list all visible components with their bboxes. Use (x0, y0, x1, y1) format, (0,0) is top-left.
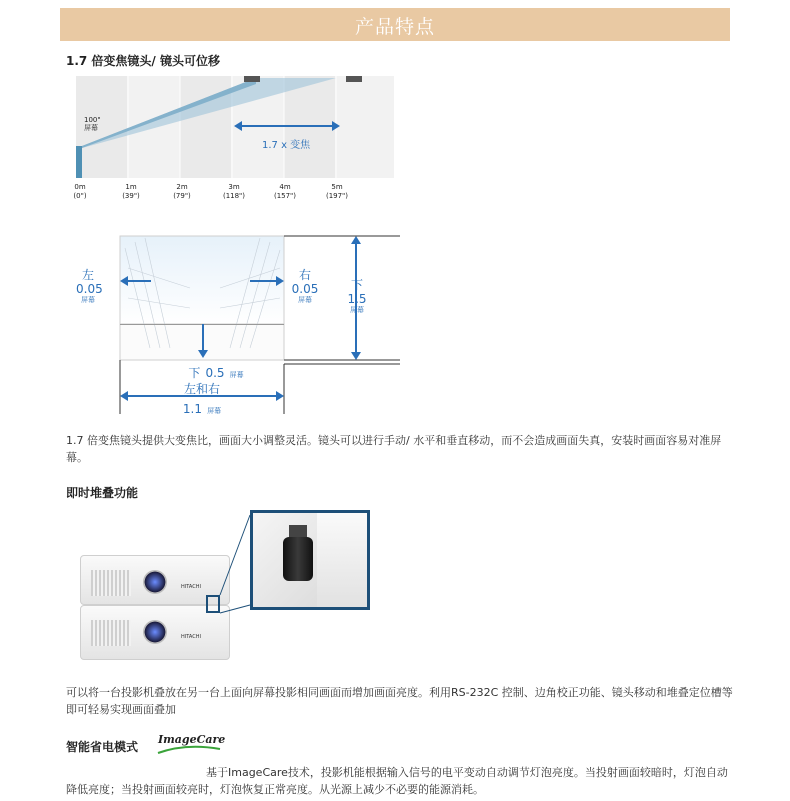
tick-meters: 1m (125, 183, 137, 191)
shift-left-right-unit: 屏幕 (207, 407, 222, 415)
section-banner (60, 8, 730, 41)
eco-description: 基于ImageCare技术，投影机能根据输入信号的电平变动自动调节灯泡亮度。当投射画面较暗时，灯泡自动降低亮度；当投射画面较亮时，灯泡恢复正常亮度。从光源上减少不必要的能源消耗。 (66, 766, 728, 796)
stacking-foot-icon (283, 537, 313, 581)
shift-left-value: 0.05 (76, 282, 103, 296)
projector-side (317, 513, 370, 610)
shift-down-label (342, 278, 372, 315)
shift-down-unit: 屏幕 (350, 306, 364, 314)
shift-left-right-value-row (166, 398, 238, 417)
tick-inches: (157") (273, 192, 297, 200)
tick-meters: 5m (331, 183, 343, 191)
shift-down-bottom-value: 0.5 (205, 366, 225, 380)
distance-tick (265, 183, 305, 201)
tick-inches: (79") (173, 192, 191, 200)
tick-meters: 4m (279, 183, 291, 191)
shift-left-right-value: 1.1 (182, 402, 202, 416)
tick-inches: (39") (122, 192, 140, 200)
tick-inches: (118") (222, 192, 246, 200)
imagecare-logo-text: ImageCare (158, 733, 226, 746)
lens-shift-graphic (80, 228, 400, 418)
stack-section-title: 即时堆叠功能 (66, 486, 139, 500)
zoom-ratio-label: 1.7 x 变焦 (262, 140, 311, 151)
brand-label: HITACHI (181, 584, 201, 590)
shift-left-label (76, 268, 103, 305)
screen-size-label (84, 116, 101, 132)
shift-right-value: 0.05 (291, 282, 319, 296)
shift-down-value: 1.5 (347, 292, 367, 306)
brand-label: HITACHI (181, 634, 201, 640)
shift-down-bottom-label (176, 362, 256, 381)
foot-screw (289, 525, 307, 537)
swoosh-icon (156, 745, 222, 755)
tick-inches: (197") (325, 192, 349, 200)
tick-meters: 2m (176, 183, 188, 191)
tick-meters: 3m (228, 183, 240, 191)
screen-size-value: 100" (84, 116, 101, 124)
shift-left-right-label (166, 382, 238, 396)
zoom-diagram (76, 76, 394, 178)
shift-left-right-word: 左和右 (183, 382, 220, 396)
shift-left-unit: 屏幕 (81, 296, 95, 304)
distance-tick (162, 183, 202, 201)
screen-size-unit: 屏幕 (84, 124, 98, 132)
stacking-foot-closeup (250, 510, 370, 610)
distance-ruler (60, 183, 400, 207)
shift-right-unit: 屏幕 (298, 296, 312, 304)
zoom-description: 1.7 倍变焦镜头提供大变焦比，画面大小调整灵活。镜头可以进行手动/ 水平和垂直移动，而不会造成画面失真，安装时画面容易对准屏幕。 (66, 434, 722, 464)
imagecare-logo (156, 733, 226, 755)
banner-title: 产品特点 (354, 16, 435, 38)
eco-section-title: 智能省电模式 (66, 740, 139, 754)
shift-right-label (288, 268, 322, 305)
distance-tick (60, 183, 100, 201)
zoom-section-title: 1.7 倍变焦镜头/ 镜头可位移 (66, 54, 220, 68)
shift-left-word: 左 (81, 268, 94, 282)
lens-shift-diagram (76, 228, 400, 418)
zoom-graphic (76, 76, 394, 178)
distance-tick (214, 183, 254, 201)
tick-inches: (0") (73, 192, 87, 200)
tick-meters: 0m (74, 183, 86, 191)
shift-down-bottom-word: 下 (188, 366, 201, 380)
distance-tick (111, 183, 151, 201)
stack-description: 可以将一台投影机叠放在另一台上面向屏幕投影相同画面而增加画面亮度。利用RS-232C 控制、边角校正功能、镜头移动和堆叠定位槽等即可轻易实现画面叠加 (66, 686, 733, 716)
shift-down-word: 下 (350, 278, 363, 292)
shift-down-bottom-unit: 屏幕 (229, 371, 244, 379)
shift-right-word: 右 (298, 268, 311, 282)
distance-tick (317, 183, 357, 201)
